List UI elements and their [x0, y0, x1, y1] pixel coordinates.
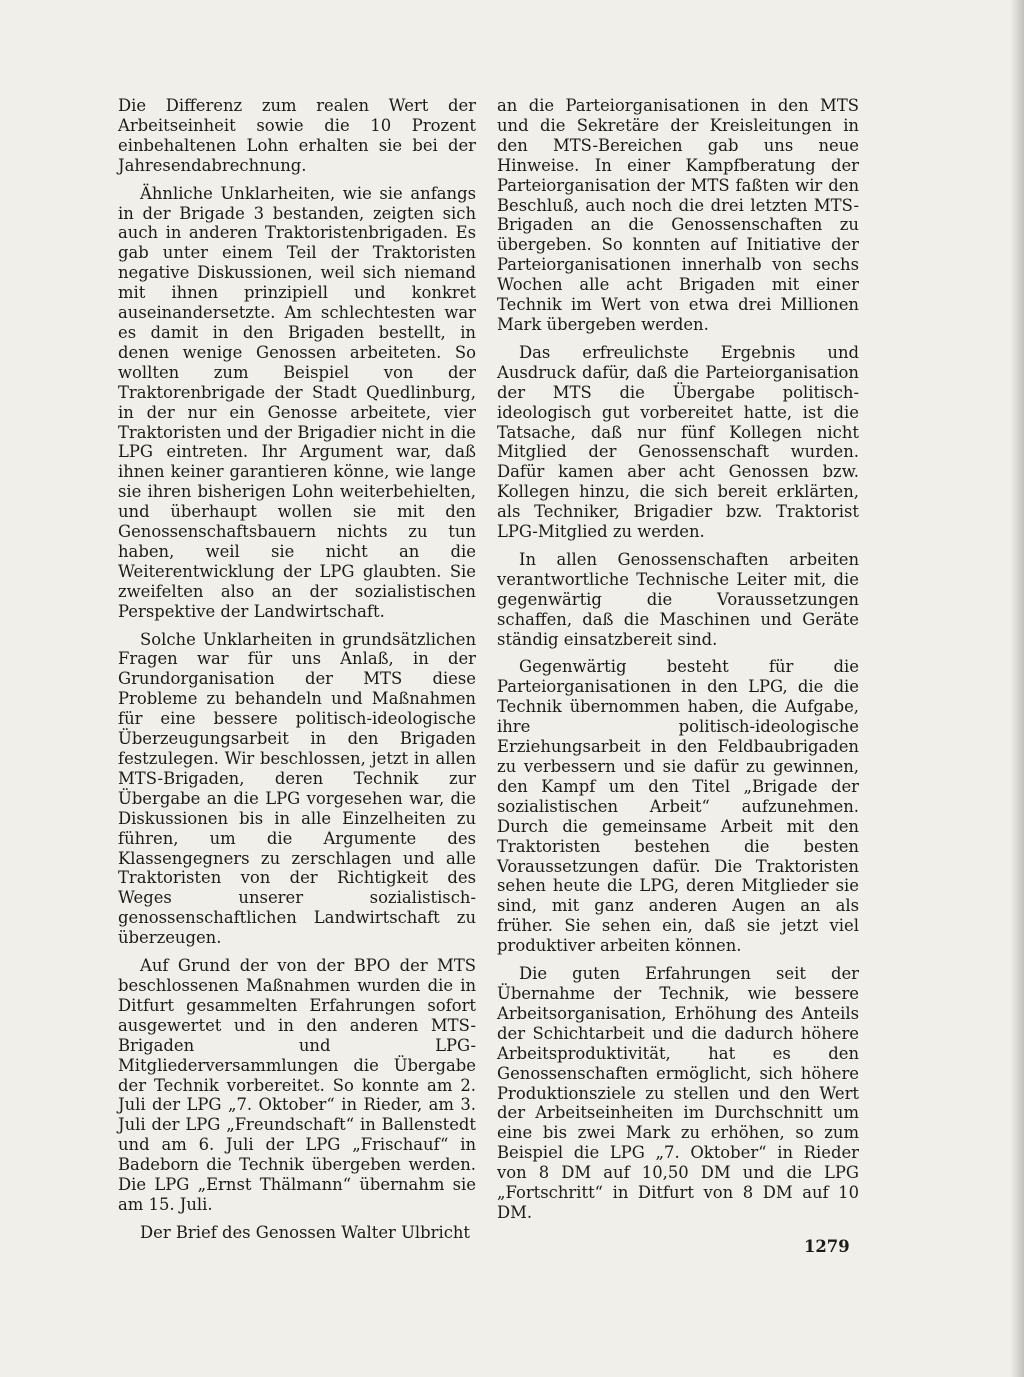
paragraph: Solche Unklarheiten in grundsätzlichen Fragen war für uns Anlaß, in der Grundorganisation der MTS diese Probleme zu behandeln und Maßnahmen für eine bessere politisch-ideologische Überzeugungsarbeit in den Brigaden festzulegen. Wir beschlossen, jetzt in allen MTS-Brigaden, deren Technik zur Übergabe an die LPG vorgesehen war, die Diskussionen bis in alle Einzelheiten zu führen, um die Argumente des Klassengegners zu zerschlagen und alle Traktoristen von der Richtigkeit des Weges unserer sozialistisch-genossenschaftlichen Landwirtschaft zu überzeugen.	[118, 629, 476, 948]
right-text-column	[497, 96, 859, 1231]
scan-edge-shadow	[1010, 0, 1024, 1377]
left-text-column	[118, 96, 476, 1251]
paragraph: Auf Grund der von der BPO der MTS beschlossenen Maßnahmen wurden die in Ditfurt gesammelten Erfahrungen sofort ausgewertet und in den anderen MTS-Brigaden und LPG-Mitgliederversammlungen die Übergabe der Technik vorbereitet. So konnte am 2. Juli der LPG „7. Oktober“ in Rieder, am 3. Juli der LPG „Freundschaft“ in Ballenstedt und am 6. Juli der LPG „Frischauf“ in Badeborn die Technik übergeben werden. Die LPG „Ernst Thälmann“ übernahm sie am 15. Juli.	[118, 956, 476, 1214]
paragraph: Gegenwärtig besteht für die Parteiorganisationen in den LPG, die die Technik übernommen haben, die Aufgabe, ihre politisch-ideologische Erziehungsarbeit in den Feldbaubrigaden zu verbessern und sie dafür zu gewinnen, den Kampf um den Titel „Brigade der sozialistischen Arbeit“ aufzunehmen. Durch die gemeinsame Arbeit mit den Traktoristen bestehen die besten Voraussetzungen dafür. Die Traktoristen sehen heute die LPG, deren Mitglieder sie sind, mit ganz anderen Augen an als früher. Sie sehen ein, daß sie jetzt viel produktiver arbeiten können.	[497, 657, 859, 956]
paragraph: Das erfreulichste Ergebnis und Ausdruck dafür, daß die Parteiorganisation der MTS die Übergabe politisch-ideologisch gut vorbereitet hatte, ist die Tatsache, daß nur fünf Kollegen nicht Mitglied der Genossenschaft wurden. Dafür kamen aber acht Genossen bzw. Kollegen hinzu, die sich bereit erklärten, als Techniker, Brigadier bzw. Traktorist LPG-Mitglied zu werden.	[497, 342, 859, 542]
paragraph: Die guten Erfahrungen seit der Übernahme der Technik, wie bessere Arbeitsorganisation, Erhöhung des Anteils der Schichtarbeit und die dadurch höhere Arbeitsproduktivität, hat es den Genossenschaften ermöglicht, sich höhere Produktionsziele zu stellen und den Wert der Arbeitseinheiten im Durchschnitt um eine bis zwei Mark zu erhöhen, so zum Beispiel die LPG „7. Oktober“ in Rieder von 8 DM auf 10,50 DM und die LPG „Fortschritt“ in Ditfurt von 8 DM auf 10 DM.	[497, 964, 859, 1222]
paragraph: Ähnliche Unklarheiten, wie sie anfangs in der Brigade 3 bestanden, zeigten sich auch in anderen Traktoristenbrigaden. Es gab unter einem Teil der Traktoristen negative Diskussionen, weil sich niemand mit ihnen prinzipiell und konkret auseinandersetzte. Am schlechtesten war es damit in den Brigaden bestellt, in denen wenige Genossen arbeiteten. So wollten zum Beispiel von der Traktorenbrigade der Stadt Quedlinburg, in der nur ein Genosse arbeitete, vier Traktoristen und der Brigadier nicht in die LPG eintreten. Ihr Argument war, daß ihnen keiner garantieren könne, wie lange sie ihren bisherigen Lohn weiterbehielten, und überhaupt wollen sie mit den Genossenschaftsbauern nichts zu tun haben, weil sie nicht an die Weiterentwicklung der LPG glaubten. Sie zweifelten also an der sozialistischen Perspektive der Landwirtschaft.	[118, 183, 476, 621]
page-number: 1279	[804, 1237, 850, 1256]
paragraph: Die Differenz zum realen Wert der Arbeitseinheit sowie die 10 Prozent einbehaltenen Lohn erhalten sie bei der Jahresendabrechnung.	[118, 96, 476, 175]
paragraph: an die Parteiorganisationen in den MTS und die Sekretäre der Kreisleitungen in den MTS-Bereichen gab uns neue Hinweise. In einer Kampfberatung der Parteiorganisation der MTS faßten wir den Beschluß, auch noch die drei letzten MTS-Brigaden an die Genossenschaften zu übergeben. So konnten auf Initiative der Parteiorganisationen innerhalb von sechs Wochen alle acht Brigaden mit einer Technik im Wert von etwa drei Millionen Mark übergeben werden.	[497, 96, 859, 334]
paragraph: Der Brief des Genossen Walter Ulbricht	[140, 1222, 471, 1242]
paragraph: In allen Genossenschaften arbeiten verantwortliche Technische Leiter mit, die gegenwärtig die Voraussetzungen schaffen, daß die Maschinen und Geräte ständig einsatzbereit sind.	[497, 549, 859, 649]
